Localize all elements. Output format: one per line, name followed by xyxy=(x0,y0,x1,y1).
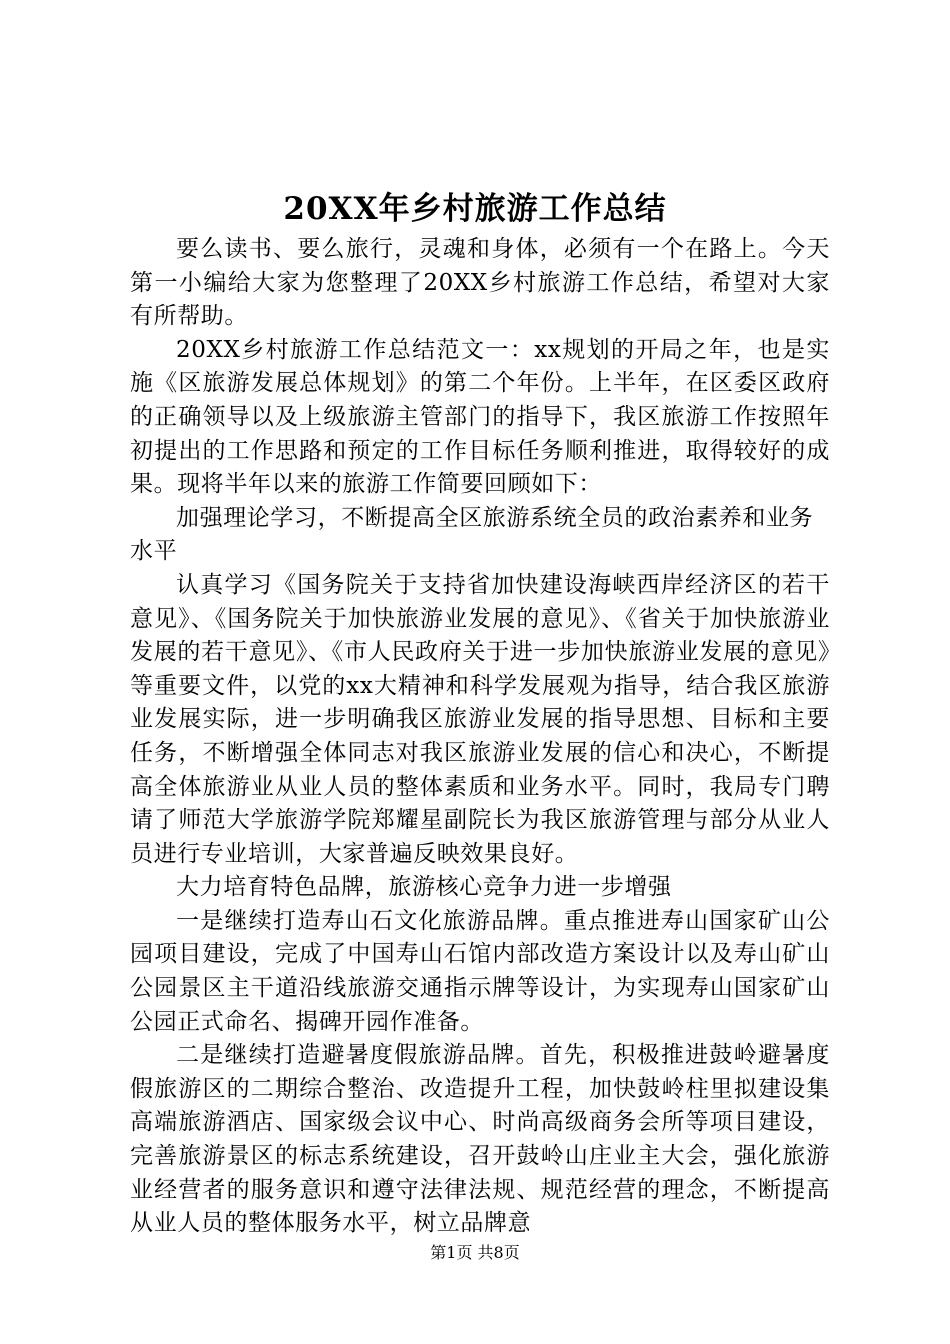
paragraph-theory-study: 认真学习《国务院关于支持省加快建设海峡西岸经济区的若干意见》、《国务院关于加快旅游业发展的意见》、《省关于加快旅游业发展的若干意见》、《市人民政府关于进一步加快旅游业发展的意见》等重要文件，以党的xx大精神和科学发展观为指导，结合我区旅游业发展实际，进一步明确我区旅游业发展的指导思想、目标和主要任务，不断增强全体同志对我区旅游业发展的信心和决心，不断提高全体旅游业从业人员的整体素质和业务水平。同时，我局专门聘请了师范大学旅游学院郑耀星副院长为我区旅游管理与部分从业人员进行专业培训，大家普遍反映效果良好。 xyxy=(130,571,830,867)
paragraph-brand-summer-resort: 二是继续打造避暑度假旅游品牌。首先，积极推进鼓岭避暑度假旅游区的二期综合整治、改造提升工程，加快鼓岭柱里拟建设集高端旅游酒店、国家级会议中心、时尚高级商务会所等项目建设，完善旅游景区的标志系统建设，召开鼓岭山庄业主大会，强化旅游业经营者的服务意识和遵守法律法规、规范经营的理念，不断提高从业人员的整体服务水平，树立品牌意 xyxy=(130,1042,830,1237)
paragraph-brand-shoushan: 一是继续打造寿山石文化旅游品牌。重点推进寿山国家矿山公园项目建设，完成了中国寿山石馆内部改造方案设计以及寿山矿山公园景区主干道沿线旅游交通指示牌等设计，为实现寿山国家矿山公园正式命名、揭碑开园作准备。 xyxy=(130,907,830,1035)
page-number-footer: 第1页 共8页 xyxy=(430,1243,520,1262)
document-title: 20XX年乡村旅游工作总结 xyxy=(283,191,667,227)
section-heading-brand: 大力培育特色品牌，旅游核心竞争力进一步增强 xyxy=(176,874,672,901)
paragraph-intro: 要么读书、要么旅行，灵魂和身体，必须有一个在路上。今天第一小编给大家为您整理了20XX乡村旅游工作总结，希望对大家有所帮助。 xyxy=(130,236,830,330)
section-heading-theory-study: 加强理论学习，不断提高全区旅游系统全员的政治素养和业务水平 xyxy=(130,504,814,565)
paragraph-overview: 20XX乡村旅游工作总结范文一：xx规划的开局之年，也是实施《区旅游发展总体规划》的第二个年份。上半年，在区委区政府的正确领导以及上级旅游主管部门的指导下，我区旅游工作按照年初提出的工作思路和预定的工作目标任务顺利推进，取得较好的成果。现将半年以来的旅游工作简要回顾如下： xyxy=(130,336,830,498)
document-body xyxy=(130,233,830,1241)
